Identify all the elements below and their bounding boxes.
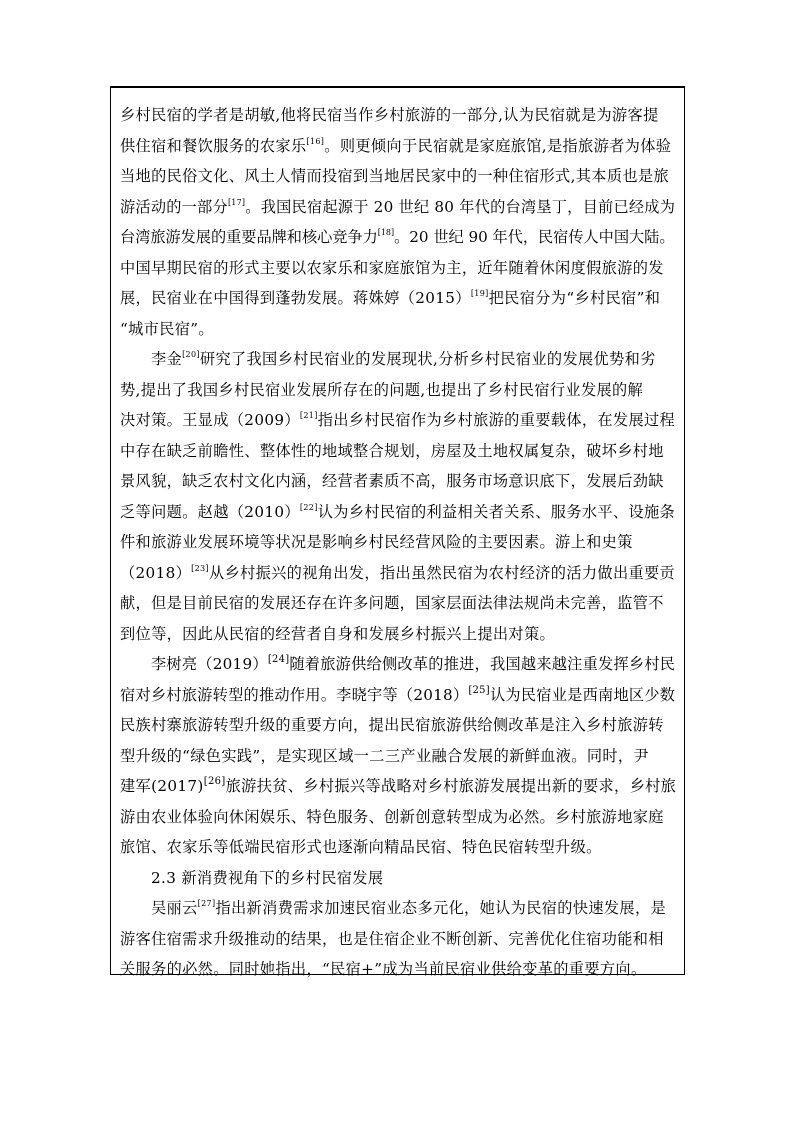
text-segment: 中存在缺乏前瞻性、整体性的地域整合规划，房屋及土地权属复杂，破坏乡村地 [120, 441, 664, 460]
text-segment: 认为乡村民宿的利益相关者关系、服务水平、设施条 [317, 502, 676, 521]
text-line [120, 619, 677, 650]
document-body [120, 100, 677, 985]
text-segment: 从乡村振兴的视角出发，指出虽然民宿为农村经济的活力做出重要贡 [208, 563, 676, 582]
text-line [120, 222, 677, 253]
text-segment: 供住宿和餐饮服务的农家乐 [120, 136, 307, 155]
text-line [120, 771, 677, 802]
citation-ref: [24] [267, 654, 290, 665]
text-line [120, 497, 677, 528]
text-segment: 台湾旅游发展的重要品牌和核心竞争力 [120, 228, 378, 246]
text-segment: 随着旅游供给侧改革的推进，我国越来越注重发挥乡村民 [289, 655, 676, 673]
text-line [120, 100, 677, 131]
text-segment: 献，但是目前民宿的发展还存在许多问题，国家层面法律法规尚未完善，监管不 [120, 594, 664, 612]
text-segment: 宿对乡村旅游转型的推动作用。李晓宇等（2018） [120, 685, 469, 704]
citation-ref: [26] [203, 776, 226, 787]
text-line [120, 893, 677, 924]
text-segment: 中国早期民宿的形式主要以农家乐和家庭旅馆为主，近年随着休闲度假旅游的发 [120, 258, 664, 277]
text-line [120, 558, 677, 589]
text-segment: 当地的民俗文化、风土人情而投宿到当地居民家中的一种住宿形式,其本质也是旅 [120, 167, 669, 185]
text-segment: 件和旅游业发展环境等状况是影响乡村民经营风险的主要因素。游上和史策 [120, 533, 633, 551]
text-line [120, 954, 677, 985]
text-line [120, 466, 677, 497]
text-segment: 关服务的必然。同时她指出，“民宿+”成为当前民宿业供给变革的重要方向。 [120, 960, 647, 978]
text-line [120, 161, 677, 192]
text-line [120, 131, 677, 162]
text-line [120, 344, 677, 375]
text-segment: 势,提出了我国乡村民宿业发展所存在的问题,也提出了乡村民宿行业发展的解 [120, 380, 644, 399]
citation-ref: [18] [377, 228, 395, 237]
text-segment: 李金 [151, 350, 183, 368]
section-heading [120, 863, 677, 894]
text-segment: 乏等问题。赵越（2010） [120, 502, 300, 521]
citation-ref: [25] [468, 684, 490, 696]
text-segment: 认为民宿业是西南地区少数 [489, 685, 676, 704]
text-segment: 旅馆、农家乐等低端民宿形式也逐渐向精品民宿、特色民宿转型升级。 [120, 838, 602, 856]
text-line [120, 924, 677, 955]
text-segment: 游活动的一部分 [120, 197, 228, 216]
text-segment: 。20 世纪 90 年代，民宿传人中国大陆。 [394, 228, 675, 246]
text-segment: 展，民宿业在中国得到蓬勃发展。蒋姝婷（2015） [120, 289, 471, 307]
citation-ref: [27] [197, 899, 216, 908]
citation-ref: [23] [191, 563, 209, 573]
text-line [120, 192, 677, 223]
text-line [120, 375, 677, 406]
text-segment: 指出新消费需求加速民宿业态多元化，她认为民宿的快速发展，是 [215, 899, 667, 917]
text-segment: 。则更倾向于民宿就是家庭旅馆,是指旅游者为体验 [324, 136, 672, 155]
citation-ref: [19] [470, 289, 489, 298]
text-segment: 研究了我国乡村民宿业的发展现状,分析乡村民宿业的发展优势和劣 [199, 350, 656, 368]
text-segment: 决对策。王显成（2009） [120, 411, 300, 429]
citation-ref: [17] [227, 197, 246, 207]
text-segment: 民族村寨旅游转型升级的重要方向，提出民宿旅游供给侧改革是注入乡村旅游转 [120, 716, 664, 734]
text-segment: （2018） [120, 563, 192, 582]
text-segment: 游由农业体验向休闲娱乐、特色服务、创新创意转型成为必然。乡村旅游地家庭 [120, 807, 664, 826]
text-line [120, 527, 677, 558]
text-segment: 指出乡村民宿作为乡村旅游的重要载体，在发展过程 [317, 411, 676, 429]
citation-ref: [20] [182, 350, 200, 359]
citation-ref: [22] [299, 502, 318, 512]
text-line [120, 832, 677, 863]
text-line [120, 283, 677, 314]
text-segment: 乡村民宿的学者是胡敏,他将民宿当作乡村旅游的一部分,认为民宿就是为游客提 [120, 106, 659, 124]
text-line [120, 436, 677, 467]
table-top-border [111, 87, 684, 88]
text-segment: 游客住宿需求升级推动的结果，也是住宿企业不断创新、完善优化住宿功能和相 [120, 929, 664, 948]
text-segment: 景风貌，缺乏农村文化内涵，经营者素质不高，服务市场意识底下，发展后劲缺 [120, 472, 664, 490]
text-segment: 。我国民宿起源于 20 世纪 80 年代的台湾垦丁，目前已经成为 [245, 197, 676, 216]
citation-ref: [16] [306, 136, 325, 146]
text-line [120, 649, 677, 680]
text-segment: 到位等，因此从民宿的经营者自身和发展乡村振兴上提出对策。 [120, 624, 556, 643]
text-segment: “城市民宿”。 [120, 319, 214, 338]
text-segment: 把民宿分为“乡村民宿”和 [488, 289, 661, 307]
text-segment: 旅游扶贫、乡村振兴等战略对乡村旅游发展提出新的要求，乡村旅 [225, 777, 677, 795]
text-segment: 型升级的“绿色实践”，是实现区域一二三产业融合发展的新鲜血液。同时，尹 [120, 746, 649, 765]
text-line [120, 680, 677, 711]
text-line [120, 314, 677, 345]
text-segment: 2.3 新消费视角下的乡村民宿发展 [151, 868, 384, 887]
text-line [120, 741, 677, 772]
text-line [120, 588, 677, 619]
text-line [120, 405, 677, 436]
text-segment: 李树亮（2019） [151, 655, 268, 673]
citation-ref: [21] [299, 411, 318, 420]
text-line [120, 253, 677, 284]
text-segment: 吴丽云 [151, 899, 198, 917]
text-segment: 建军(2017) [120, 777, 204, 795]
text-line [120, 802, 677, 833]
text-line [120, 710, 677, 741]
